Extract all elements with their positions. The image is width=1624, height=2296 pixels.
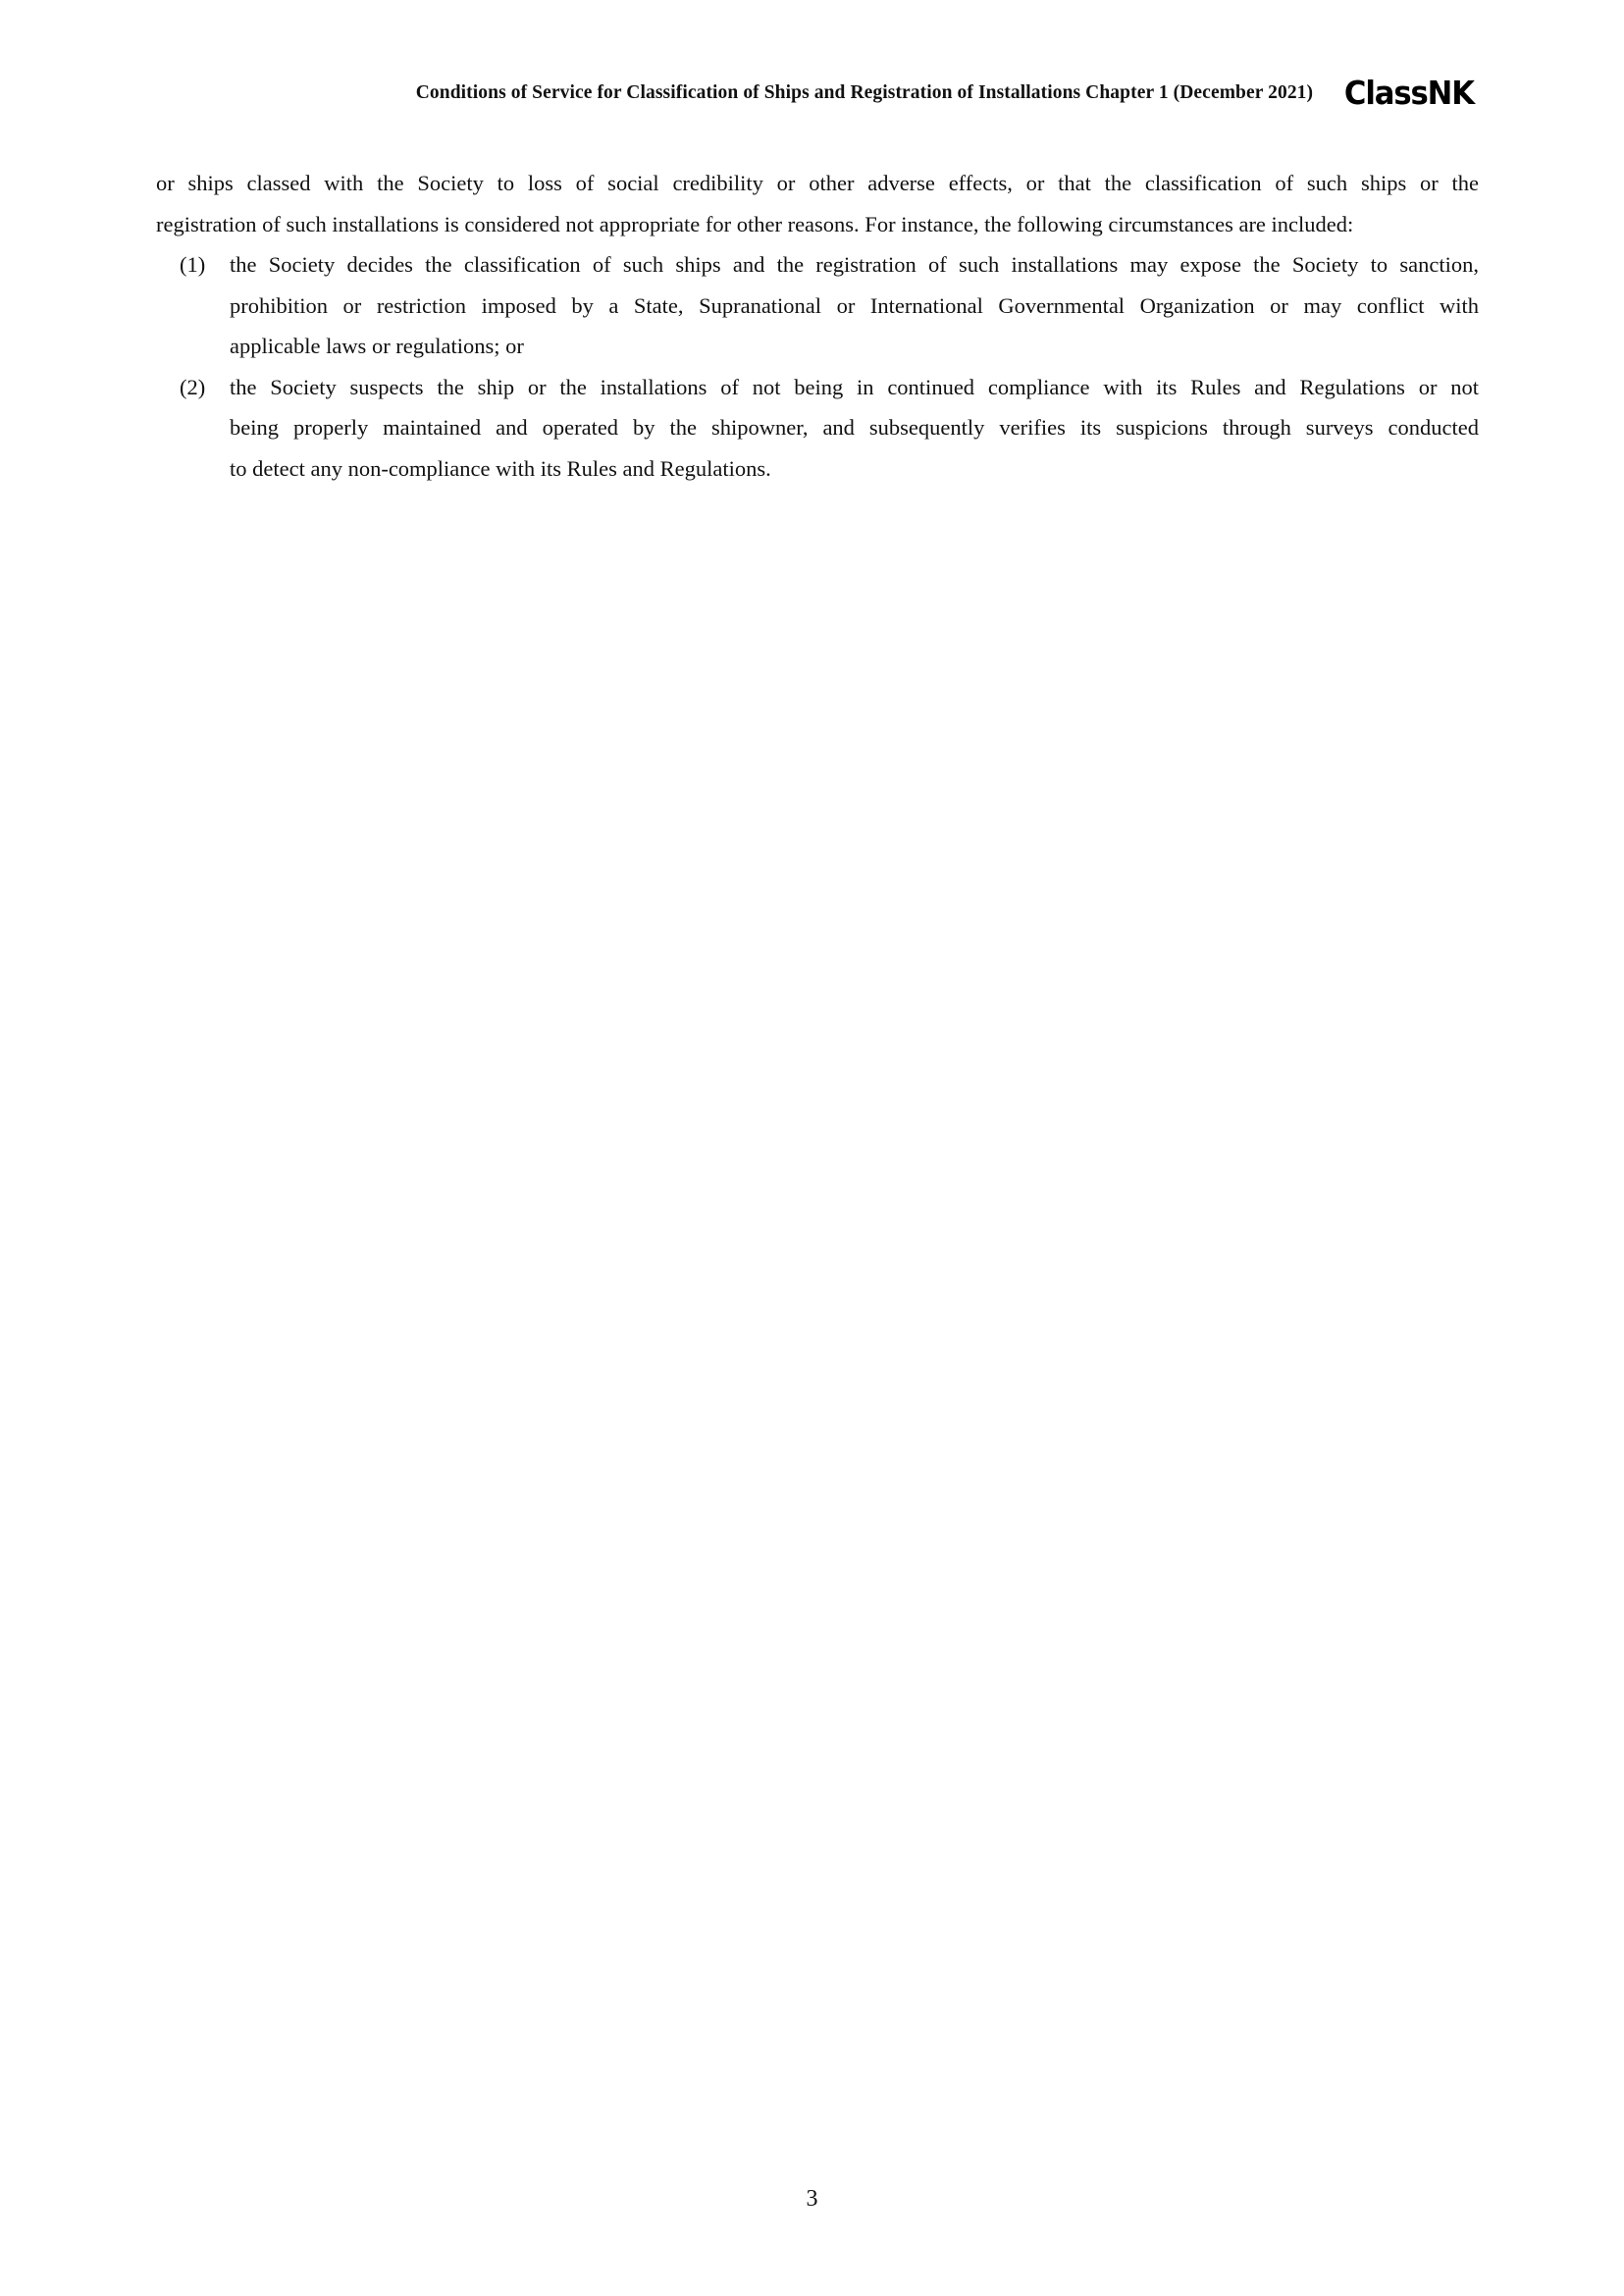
list-item-line: to detect any non-compliance with its Rules and Regulations.	[230, 455, 771, 481]
list-marker: (2)	[180, 374, 206, 399]
page-number: 3	[806, 2186, 818, 2212]
list-item	[156, 367, 1479, 490]
intro-paragraph	[156, 163, 1479, 244]
list-marker: (1)	[180, 252, 206, 277]
list-item-line: being properly maintained and operated by the shipowner, and subsequently verifies its suspicions through surveys conducted	[230, 415, 1479, 440]
classnk-logo: ClassNK	[1344, 74, 1474, 112]
circumstances-list	[156, 244, 1479, 489]
header-title: Conditions of Service for Classification of Ships and Registration of Installations Chapter 1 (December 2021)	[415, 81, 1314, 103]
running-header	[415, 74, 1474, 112]
intro-line: registration of such installations is considered not appropriate for other reasons. For instance, the following circumstances are included:	[156, 211, 1354, 236]
body-text	[156, 163, 1479, 489]
list-item-line: applicable laws or regulations; or	[230, 334, 524, 358]
list-item-text	[230, 244, 1479, 367]
list-item-line: prohibition or restriction imposed by a State, Supranational or International Governmental Organization or may conflict with	[230, 292, 1479, 318]
list-item-text	[230, 367, 1479, 490]
list-item-line: the Society suspects the ship or the installations of not being in continued compliance with its Rules and Regulations or not	[230, 374, 1479, 399]
list-item-line: the Society decides the classification of such ships and the registration of such installations may expose the Society to sanction,	[230, 252, 1479, 277]
intro-line: or ships classed with the Society to loss of social credibility or other adverse effects, or that the classification of such ships or the	[156, 171, 1479, 195]
list-item	[156, 244, 1479, 367]
